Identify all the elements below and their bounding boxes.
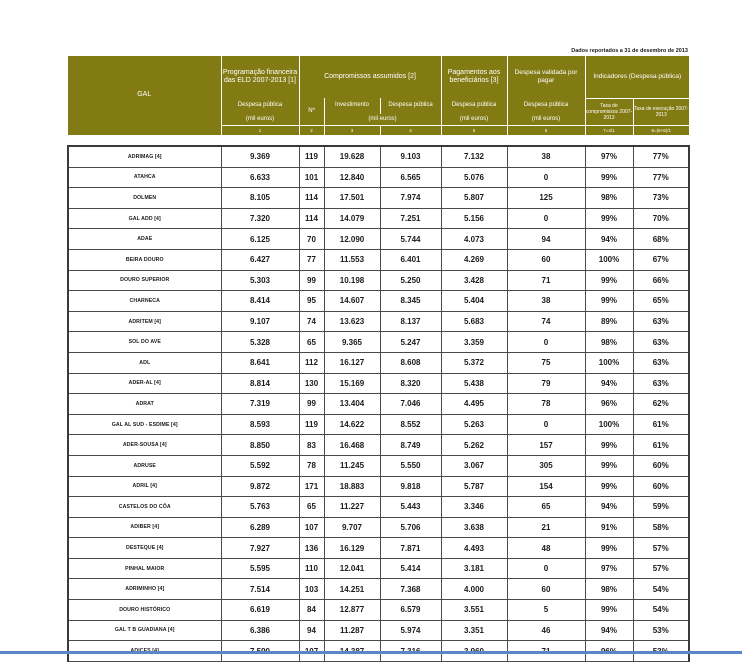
cell-pagamentos: 5.076 [441,167,507,188]
cell-programacao: 8.850 [221,435,299,456]
cell-gal-name: ADRITEM [4] [68,311,221,332]
cell-num-projetos: 171 [299,476,324,497]
cell-despesa-compromisso: 8.552 [380,414,441,435]
cell-programacao: 7.320 [221,208,299,229]
cell-taxa-compromissos: 99% [585,435,633,456]
cell-programacao: 6.633 [221,167,299,188]
cell-despesa-compromisso: 7.871 [380,538,441,559]
cell-despesa-validada: 0 [507,208,585,229]
col-num-4: 4 [380,126,441,136]
cell-gal-name: DOLMEN [68,188,221,209]
cell-taxa-compromissos: 99% [585,270,633,291]
cell-programacao: 9.107 [221,311,299,332]
cell-despesa-validada: 79 [507,373,585,394]
cell-pagamentos: 5.438 [441,373,507,394]
col-num-7: 7=4/1 [585,126,633,136]
cell-despesa-compromisso: 5.974 [380,620,441,641]
cell-despesa-compromisso: 7.046 [380,394,441,415]
header-unit-6: (mil euros) [507,114,585,126]
cell-despesa-validada: 5 [507,600,585,621]
header-unit-34: (mil euros) [324,114,441,126]
cell-despesa-validada: 0 [507,558,585,579]
cell-programacao: 5.303 [221,270,299,291]
cell-despesa-validada: 38 [507,291,585,312]
cell-taxa-compromissos: 99% [585,538,633,559]
header-compromissos: Compromissos assumidos [2] [299,56,441,98]
table-row [68,249,689,270]
cell-num-projetos: 83 [299,435,324,456]
cell-despesa-compromisso: 8.137 [380,311,441,332]
cell-num-projetos: 114 [299,188,324,209]
cell-gal-name: ADER-SOUSA [4] [68,435,221,456]
cell-gal-name: ADRIMAG [4] [68,146,221,167]
cell-taxa-execucao: 77% [633,146,689,167]
table-row [68,558,689,579]
cell-programacao: 8.414 [221,291,299,312]
table-row [68,291,689,312]
cell-num-projetos: 112 [299,352,324,373]
cell-num-projetos: 119 [299,414,324,435]
cell-taxa-execucao: 62% [633,394,689,415]
cell-num-projetos: 74 [299,311,324,332]
cell-pagamentos: 3.351 [441,620,507,641]
cell-pagamentos: 5.156 [441,208,507,229]
cell-num-projetos: 84 [299,600,324,621]
cell-programacao: 6.125 [221,229,299,250]
cell-gal-name: GAL AL SUD - ESDIME [4] [68,414,221,435]
cell-gal-name: ADRIMINHO [4] [68,579,221,600]
cell-pagamentos: 3.551 [441,600,507,621]
cell-despesa-validada: 48 [507,538,585,559]
cell-taxa-execucao: 67% [633,249,689,270]
cell-despesa-validada: 75 [507,352,585,373]
cell-investimento: 11.227 [324,497,380,518]
cell-investimento: 9.707 [324,517,380,538]
cell-num-projetos: 95 [299,291,324,312]
cell-despesa-compromisso: 7.974 [380,188,441,209]
cell-programacao: 8.641 [221,352,299,373]
table-row [68,146,689,167]
header-numero: Nº [299,98,324,126]
cell-pagamentos: 5.263 [441,414,507,435]
cell-taxa-execucao: 77% [633,167,689,188]
cell-despesa-validada: 21 [507,517,585,538]
cell-investimento: 13.404 [324,394,380,415]
cell-programacao: 6.619 [221,600,299,621]
table-header [68,56,689,135]
col-num-8: 8=(5+6)/1 [633,126,689,136]
table-row [68,414,689,435]
cell-despesa-compromisso: 6.579 [380,600,441,621]
cell-investimento: 17.501 [324,188,380,209]
cell-despesa-compromisso: 5.247 [380,332,441,353]
cell-investimento: 12.041 [324,558,380,579]
cell-taxa-compromissos: 94% [585,497,633,518]
header-programacao: Programação financeira das ELD 2007-2013 [1] [221,56,299,98]
gal-execution-table [67,56,690,662]
cell-taxa-execucao: 73% [633,188,689,209]
header-despesa-publica-6: Despesa pública [507,98,585,114]
cell-pagamentos: 5.372 [441,352,507,373]
cell-num-projetos: 94 [299,620,324,641]
cell-num-projetos: 99 [299,270,324,291]
cell-investimento: 14.079 [324,208,380,229]
cell-pagamentos: 3.346 [441,497,507,518]
header-unit-5: (mil euros) [441,114,507,126]
cell-taxa-compromissos: 99% [585,208,633,229]
table-row [68,229,689,250]
table-row [68,373,689,394]
cell-num-projetos: 65 [299,497,324,518]
header-investimento: Investimento [324,98,380,114]
cell-programacao: 5.328 [221,332,299,353]
cell-taxa-execucao: 63% [633,373,689,394]
table-row [68,167,689,188]
cell-investimento: 10.198 [324,270,380,291]
cell-despesa-compromisso: 7.251 [380,208,441,229]
cell-investimento: 14.622 [324,414,380,435]
cell-taxa-compromissos: 91% [585,517,633,538]
cell-num-projetos: 110 [299,558,324,579]
cell-num-projetos: 78 [299,455,324,476]
cell-investimento: 15.169 [324,373,380,394]
cell-investimento: 11.553 [324,249,380,270]
cell-gal-name: DOURO SUPERIOR [68,270,221,291]
cell-pagamentos: 3.359 [441,332,507,353]
cell-investimento: 14.607 [324,291,380,312]
cell-taxa-compromissos: 94% [585,620,633,641]
cell-despesa-validada: 0 [507,167,585,188]
cell-pagamentos: 5.683 [441,311,507,332]
cell-gal-name: BEIRA DOURO [68,249,221,270]
cell-gal-name: ADRUSE [68,455,221,476]
header-taxa-execucao: Taxa de execução 2007-2013 [633,98,689,126]
header-pagamentos: Pagamentos aos beneficiários [3] [441,56,507,98]
table-row [68,455,689,476]
cell-despesa-validada: 65 [507,497,585,518]
cell-despesa-compromisso: 8.345 [380,291,441,312]
cell-pagamentos: 3.181 [441,558,507,579]
cell-programacao: 8.814 [221,373,299,394]
cell-pagamentos: 5.787 [441,476,507,497]
cell-gal-name: GAL ADD [4] [68,208,221,229]
table-row [68,620,689,641]
cell-investimento: 11.287 [324,620,380,641]
cell-num-projetos: 70 [299,229,324,250]
header-despesa-publica-4: Despesa pública [380,98,441,114]
cell-taxa-execucao: 58% [633,517,689,538]
report-date-note: Dados reportados a 31 de desembro de 2013 [571,48,688,54]
cell-taxa-compromissos: 97% [585,558,633,579]
cell-taxa-compromissos: 100% [585,352,633,373]
cell-pagamentos: 7.132 [441,146,507,167]
cell-gal-name: CHARNECA [68,291,221,312]
header-taxa-compromissos: Taxa de compromissos 2007-2013 [585,98,633,126]
cell-pagamentos: 4.000 [441,579,507,600]
cell-investimento: 12.090 [324,229,380,250]
cell-programacao: 6.427 [221,249,299,270]
cell-taxa-execucao: 68% [633,229,689,250]
table-row [68,311,689,332]
cell-programacao: 5.595 [221,558,299,579]
cell-taxa-compromissos: 99% [585,167,633,188]
cell-taxa-execucao: 57% [633,558,689,579]
cell-despesa-validada: 157 [507,435,585,456]
cell-programacao: 7.514 [221,579,299,600]
cell-programacao: 9.872 [221,476,299,497]
cell-taxa-execucao: 63% [633,352,689,373]
table-row [68,208,689,229]
cell-despesa-compromisso: 5.250 [380,270,441,291]
cell-programacao: 5.592 [221,455,299,476]
cell-taxa-execucao: 60% [633,455,689,476]
cell-taxa-compromissos: 100% [585,414,633,435]
cell-despesa-validada: 71 [507,270,585,291]
cell-despesa-compromisso: 8.320 [380,373,441,394]
cell-taxa-compromissos: 94% [585,373,633,394]
cell-despesa-compromisso: 8.608 [380,352,441,373]
cell-taxa-execucao: 59% [633,497,689,518]
header-despesa-publica-1: Despesa pública [221,98,299,114]
cell-num-projetos: 136 [299,538,324,559]
cell-despesa-compromisso: 5.414 [380,558,441,579]
cell-despesa-validada: 60 [507,579,585,600]
header-gal: GAL [68,56,221,135]
cell-despesa-validada: 60 [507,249,585,270]
table-row [68,497,689,518]
cell-despesa-validada: 0 [507,332,585,353]
cell-programacao: 6.289 [221,517,299,538]
cell-taxa-execucao: 54% [633,600,689,621]
cell-pagamentos: 3.067 [441,455,507,476]
cell-taxa-compromissos: 89% [585,311,633,332]
cell-despesa-compromisso: 5.706 [380,517,441,538]
table-row [68,600,689,621]
cell-pagamentos: 5.262 [441,435,507,456]
cell-investimento: 18.883 [324,476,380,497]
cell-taxa-execucao: 60% [633,476,689,497]
table-row [68,517,689,538]
cell-num-projetos: 101 [299,167,324,188]
cell-gal-name: PINHAL MAIOR [68,558,221,579]
cell-investimento: 12.877 [324,600,380,621]
cell-programacao: 7.319 [221,394,299,415]
cell-taxa-compromissos: 98% [585,579,633,600]
cell-gal-name: DESTEQUE [4] [68,538,221,559]
table-row [68,476,689,497]
cell-taxa-compromissos: 98% [585,188,633,209]
cell-taxa-compromissos: 99% [585,600,633,621]
cell-taxa-execucao: 61% [633,414,689,435]
col-num-6: 6 [507,126,585,136]
cell-pagamentos: 4.269 [441,249,507,270]
header-unit-1: (mil euros) [221,114,299,126]
cell-taxa-compromissos: 96% [585,394,633,415]
cell-gal-name: ADER-AL [4] [68,373,221,394]
cell-gal-name: DOURO HISTÓRICO [68,600,221,621]
cell-gal-name: GAL T B GUADIANA [4] [68,620,221,641]
table-row [68,435,689,456]
cell-despesa-validada: 46 [507,620,585,641]
cell-despesa-validada: 125 [507,188,585,209]
cell-investimento: 19.628 [324,146,380,167]
header-despesa-validada: Despesa validada por pagar [507,56,585,98]
cell-investimento: 16.127 [324,352,380,373]
cell-despesa-compromisso: 5.443 [380,497,441,518]
cell-taxa-compromissos: 94% [585,229,633,250]
cell-taxa-compromissos: 99% [585,476,633,497]
cell-pagamentos: 4.073 [441,229,507,250]
col-num-3: 3 [324,126,380,136]
cell-num-projetos: 119 [299,146,324,167]
cell-programacao: 8.105 [221,188,299,209]
cell-despesa-validada: 154 [507,476,585,497]
cell-taxa-execucao: 63% [633,332,689,353]
cell-taxa-execucao: 61% [633,435,689,456]
cell-taxa-compromissos: 99% [585,291,633,312]
cell-gal-name: ADRIL [4] [68,476,221,497]
col-num-1: 1 [221,126,299,136]
col-num-2: 2 [299,126,324,136]
cell-despesa-compromisso: 5.744 [380,229,441,250]
cell-despesa-compromisso: 7.368 [380,579,441,600]
cell-pagamentos: 5.807 [441,188,507,209]
cell-gal-name: SOL DO AVE [68,332,221,353]
cell-num-projetos: 65 [299,332,324,353]
cell-taxa-execucao: 63% [633,311,689,332]
table-row [68,188,689,209]
cell-taxa-compromissos: 97% [585,146,633,167]
table-row [68,332,689,353]
cell-pagamentos: 4.493 [441,538,507,559]
cell-gal-name: CASTELOS DO CÔA [68,497,221,518]
cell-pagamentos: 4.495 [441,394,507,415]
cell-pagamentos: 3.428 [441,270,507,291]
cell-despesa-validada: 38 [507,146,585,167]
cell-taxa-execucao: 57% [633,538,689,559]
cell-programacao: 9.369 [221,146,299,167]
cell-despesa-compromisso: 6.401 [380,249,441,270]
cell-despesa-validada: 78 [507,394,585,415]
cell-despesa-validada: 305 [507,455,585,476]
cell-despesa-compromisso: 9.818 [380,476,441,497]
cell-taxa-execucao: 66% [633,270,689,291]
cell-investimento: 16.129 [324,538,380,559]
cell-programacao: 7.927 [221,538,299,559]
cell-taxa-compromissos: 98% [585,332,633,353]
cell-num-projetos: 103 [299,579,324,600]
cell-num-projetos: 77 [299,249,324,270]
cell-despesa-validada: 0 [507,414,585,435]
cell-despesa-compromisso: 5.550 [380,455,441,476]
cell-num-projetos: 99 [299,394,324,415]
cell-num-projetos: 130 [299,373,324,394]
cell-programacao: 5.763 [221,497,299,518]
cell-investimento: 12.840 [324,167,380,188]
table-row [68,538,689,559]
cell-num-projetos: 107 [299,517,324,538]
cell-taxa-execucao: 65% [633,291,689,312]
cell-investimento: 11.245 [324,455,380,476]
cell-despesa-compromisso: 6.565 [380,167,441,188]
cell-gal-name: ADL [68,352,221,373]
cell-taxa-compromissos: 99% [585,455,633,476]
cell-investimento: 9.365 [324,332,380,353]
cell-programacao: 8.593 [221,414,299,435]
cell-taxa-compromissos: 100% [585,249,633,270]
cell-despesa-compromisso: 8.749 [380,435,441,456]
cell-investimento: 16.468 [324,435,380,456]
cell-investimento: 13.623 [324,311,380,332]
header-indicadores: Indicadores (Despesa pública) [585,56,689,98]
table-body [68,146,689,661]
cell-despesa-validada: 94 [507,229,585,250]
cell-pagamentos: 5.404 [441,291,507,312]
header-despesa-publica-5: Despesa pública [441,98,507,114]
table-row [68,352,689,373]
col-num-5: 5 [441,126,507,136]
cell-gal-name: ADAE [68,229,221,250]
cell-programacao: 6.386 [221,620,299,641]
cell-taxa-execucao: 70% [633,208,689,229]
cell-despesa-validada: 74 [507,311,585,332]
cell-gal-name: ADIBER [4] [68,517,221,538]
cell-num-projetos: 114 [299,208,324,229]
table-row [68,579,689,600]
cell-taxa-execucao: 54% [633,579,689,600]
table-row [68,270,689,291]
cell-despesa-compromisso: 9.103 [380,146,441,167]
cell-investimento: 14.251 [324,579,380,600]
cell-pagamentos: 3.638 [441,517,507,538]
cell-gal-name: ADRAT [68,394,221,415]
table-row [68,394,689,415]
cell-taxa-execucao: 53% [633,620,689,641]
cell-gal-name: ATAHCA [68,167,221,188]
